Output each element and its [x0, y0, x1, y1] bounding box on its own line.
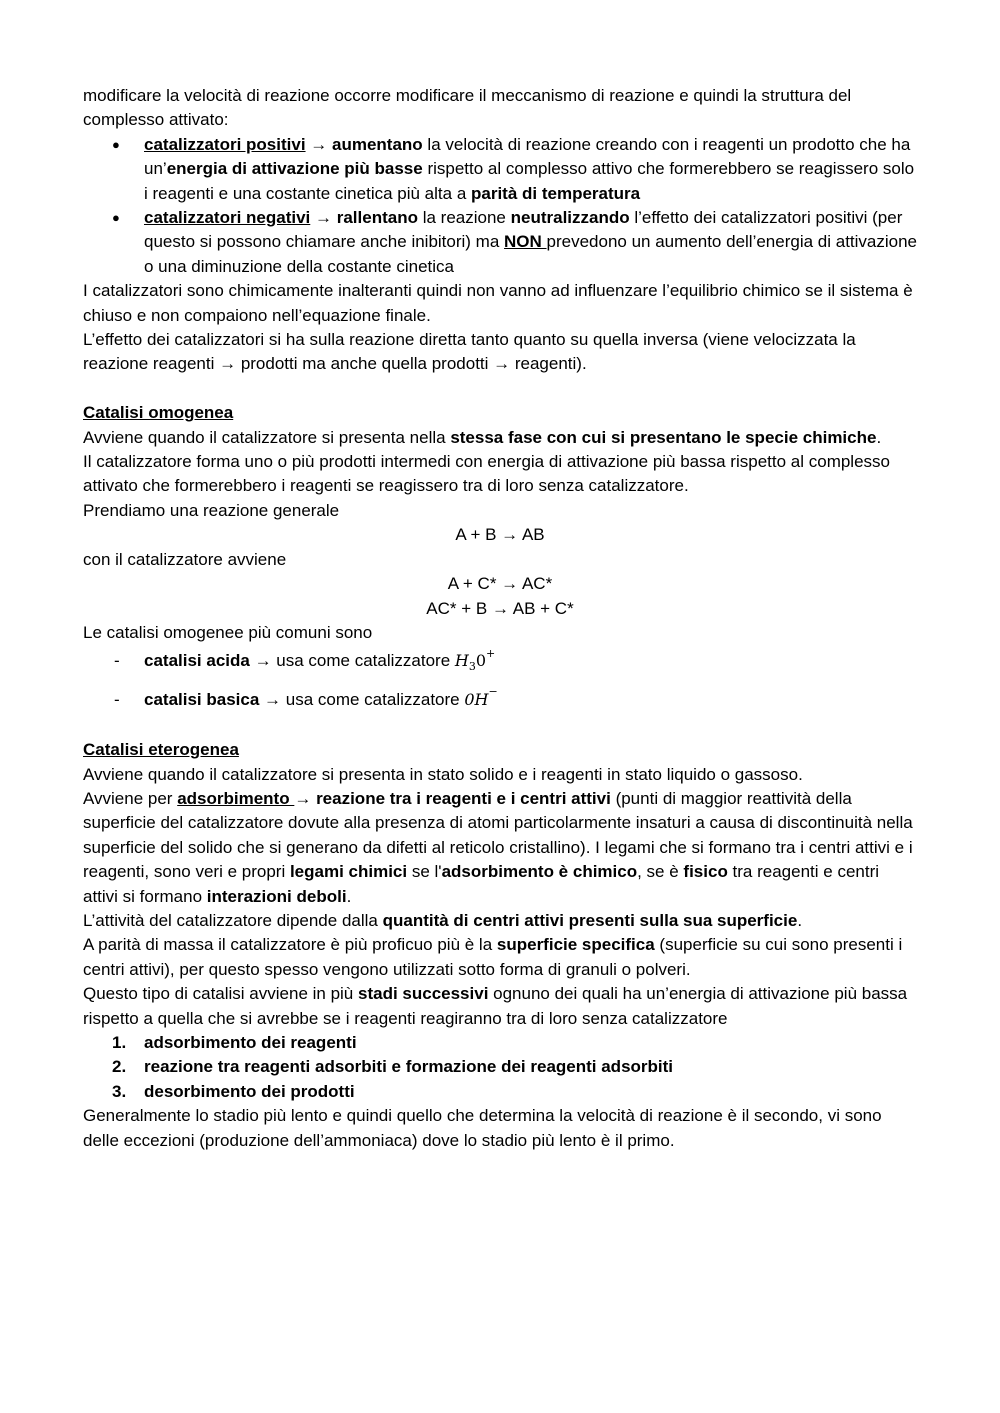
paragraph-adsorbimento: Avviene per adsorbimento → reazione tra i reagenti e i centri attivi (punti di maggior reattività della superficie del catalizzatore dovute alla presenza di atomi particolarmente insaturi a causa di discontinuità nella superficie del solido che si generano da difetti al reticolo cristallino). I legami che si formano tra i centri attivi e i reagenti, sono veri e propri legami chimici se l'adsorbimento è chimico, se è fisico tra reagenti e centri attivi si formano interazioni deboli.	[83, 788, 913, 906]
common-catalysis-list	[83, 649, 917, 712]
catalyst-types-list	[83, 133, 917, 279]
heading-catalisi-eterogenea: Catalisi eterogenea	[83, 740, 239, 760]
paragraph-common-catalysis: Le catalisi omogenee più comuni sono	[83, 622, 373, 642]
list-item-stage-1: 1. adsorbimento dei reagenti	[112, 1033, 357, 1053]
heading-catalisi-omogenea: Catalisi omogenea	[83, 403, 234, 423]
list-item-catalisi-acida: - catalisi acida → usa come catalizzatore $H_30^+$	[83, 649, 917, 673]
list-item-positive-catalysts: ● catalizzatori positivi → aumentano la velocità di reazione creando con i reagenti un prodotto che ha un’energia di attivazione più basse rispetto al complesso attivo che formerebbero se reagissero solo i reagenti e una costante cinetica più alta a parità di temperatura	[83, 133, 917, 206]
formula-hydroxide: 0H−	[464, 685, 498, 709]
list-item-negative-catalysts: ● catalizzatori negativi → rallentano la reazione neutralizzando l’effetto dei catalizzatori positivi (per questo si possono chiamare anche inibitori) ma NON prevedono un aumento dell’energia di attivazione o una diminuzione della costante cinetica	[83, 206, 917, 279]
paragraph-with-catalyst: con il catalizzatore avviene	[83, 549, 287, 569]
paragraph-slowest-stage: Generalmente lo stadio più lento e quindi quello che determina la velocità di reazione è il secondo, vi sono delle eccezioni (produzione dell’ammoniaca) dove lo stadio più lento è il primo.	[83, 1106, 882, 1150]
paragraph-successive-stages: Questo tipo di catalisi avviene in più stadi successivi ognuno dei quali ha un’energia di attivazione più bassa rispetto a quella che si avrebbe se i reagenti reagiranno tra di loro senza catalizzatore	[83, 984, 908, 1028]
paragraph-equilibrium: I catalizzatori sono chimicamente inalteranti quindi non vanno ad influenzare l’equilibrio chimico se il sistema è chiuso e non compaiono nell’equazione finale.	[83, 281, 913, 325]
intro-paragraph: modificare la velocità di reazione occorre modificare il meccanismo di reazione e quindi la struttura del complesso attivato:	[83, 86, 852, 130]
list-item-stage-3: 3. desorbimento dei prodotti	[112, 1081, 355, 1101]
term-positive-catalysts: catalizzatori positivi	[144, 134, 306, 154]
paragraph-eterogenea-definition: Avviene quando il catalizzatore si presenta in stato solido e i reagenti in stato liquido o gassoso.	[83, 764, 803, 784]
document-page	[83, 84, 917, 1153]
paragraph-omogenea-definition: Avviene quando il catalizzatore si presenta nella stessa fase con cui si presentano le specie chimiche.	[83, 427, 882, 447]
equation-step-1: A + C* → AC*	[447, 574, 553, 594]
paragraph-general-reaction: Prendiamo una reazione generale	[83, 500, 340, 520]
paragraph-direct-inverse: L’effetto dei catalizzatori si ha sulla reazione diretta tanto quanto su quella inversa (viene velocizzata la reazione reagenti → prodotti ma anche quella prodotti → reagenti).	[83, 330, 856, 374]
list-item-stage-2: 2. reazione tra reagenti adsorbiti e formazione dei reagenti adsorbiti	[112, 1057, 674, 1077]
equation-general: A + B → AB	[455, 525, 545, 545]
term-negative-catalysts: catalizzatori negativi	[144, 208, 311, 228]
formula-hydronium: $H_30^+$	[454, 647, 496, 674]
paragraph-specific-surface: A parità di massa il catalizzatore è più proficuo più è la superficie specifica (superficie su cui sono presenti i centri attivi), per questo spesso vengono utilizzati sotto forma di granuli o polveri.	[83, 935, 903, 979]
list-item-catalisi-basica: - catalisi basica → usa come catalizzatore 0H−	[83, 688, 917, 712]
paragraph-omogenea-intermediates: Il catalizzatore forma uno o più prodotti intermedi con energia di attivazione più bassa rispetto al complesso attivato che formerebbero i reagenti se reagissero tra di loro senza catalizzatore.	[83, 452, 890, 496]
equation-step-2: AC* + B → AB + C*	[426, 598, 574, 618]
stages-list	[83, 1031, 917, 1104]
paragraph-active-centers: L’attività del catalizzatore dipende dalla quantità di centri attivi presenti sulla sua superficie.	[83, 910, 803, 930]
